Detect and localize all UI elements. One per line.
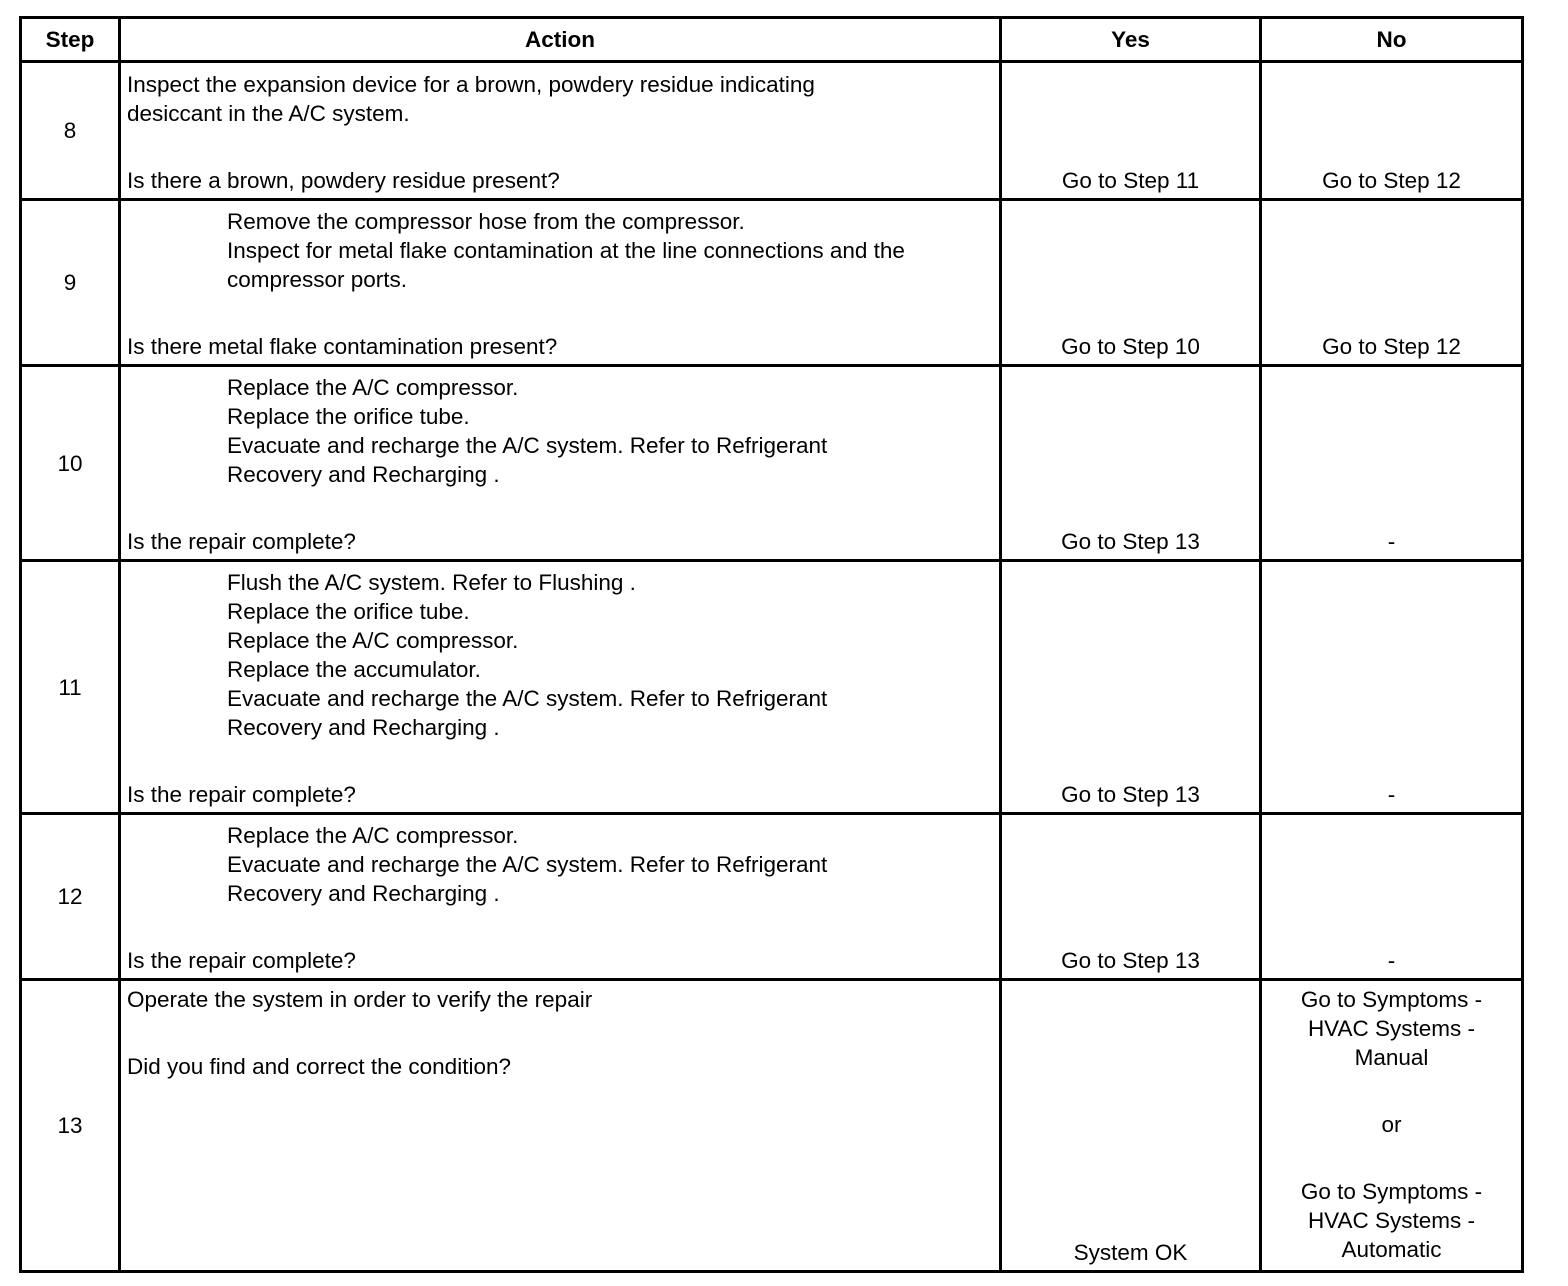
action-item: Recovery and Recharging .	[227, 715, 500, 740]
action-cell	[120, 62, 1001, 200]
header-no: No	[1261, 18, 1523, 62]
no-line: HVAC Systems -	[1307, 1208, 1476, 1233]
yes-cell: System OK	[1001, 980, 1261, 1272]
action-question: Is there metal flake contamination present?	[127, 334, 558, 359]
action-cell	[120, 814, 1001, 980]
action-item: Recovery and Recharging .	[227, 462, 500, 487]
action-item: Replace the A/C compressor.	[227, 823, 519, 848]
action-item: Replace the accumulator.	[227, 657, 481, 682]
table-row	[21, 200, 1523, 366]
no-line: or	[1381, 1112, 1402, 1137]
step-number: 8	[21, 62, 120, 200]
action-question: Is the repair complete?	[127, 529, 356, 554]
yes-cell: Go to Step 10	[1001, 200, 1261, 366]
step-number: 12	[21, 814, 120, 980]
action-line: desiccant in the A/C system.	[127, 101, 410, 126]
action-question: Is there a brown, powdery residue present?	[127, 168, 560, 193]
action-question: Did you find and correct the condition?	[127, 1054, 511, 1079]
diagnostic-table	[19, 16, 1524, 1273]
no-cell	[1261, 980, 1523, 1272]
action-line: Inspect the expansion device for a brown, powdery residue indicating	[127, 72, 815, 97]
yes-cell: Go to Step 13	[1001, 561, 1261, 814]
no-line: Manual	[1354, 1045, 1429, 1070]
no-cell: Go to Step 12	[1261, 62, 1523, 200]
action-item: Remove the compressor hose from the compressor.	[227, 209, 745, 234]
action-item: Evacuate and recharge the A/C system. Refer to Refrigerant	[227, 433, 828, 458]
action-item: Replace the orifice tube.	[227, 404, 470, 429]
table-row	[21, 814, 1523, 980]
yes-cell: Go to Step 13	[1001, 366, 1261, 561]
header-yes: Yes	[1001, 18, 1261, 62]
header-action: Action	[120, 18, 1001, 62]
action-cell	[120, 980, 1001, 1272]
action-line: Operate the system in order to verify the repair	[127, 987, 593, 1012]
action-item: Recovery and Recharging .	[227, 881, 500, 906]
table-row	[21, 980, 1523, 1272]
no-line: Go to Symptoms -	[1300, 987, 1483, 1012]
action-cell	[120, 366, 1001, 561]
step-number: 9	[21, 200, 120, 366]
no-line: Automatic	[1341, 1237, 1442, 1262]
action-question: Is the repair complete?	[127, 782, 356, 807]
no-cell: -	[1261, 561, 1523, 814]
action-cell	[120, 561, 1001, 814]
no-cell: Go to Step 12	[1261, 200, 1523, 366]
action-item: Flush the A/C system. Refer to Flushing .	[227, 570, 636, 595]
header-row	[21, 18, 1523, 62]
table-row	[21, 366, 1523, 561]
no-cell: -	[1261, 814, 1523, 980]
action-item: Replace the A/C compressor.	[227, 628, 519, 653]
table-row	[21, 62, 1523, 200]
action-question: Is the repair complete?	[127, 948, 356, 973]
yes-cell: Go to Step 11	[1001, 62, 1261, 200]
action-cell	[120, 200, 1001, 366]
action-item: Inspect for metal flake contamination at the line connections and the	[227, 238, 905, 263]
header-step: Step	[21, 18, 120, 62]
action-item: Replace the A/C compressor.	[227, 375, 519, 400]
step-number: 10	[21, 366, 120, 561]
table-row	[21, 561, 1523, 814]
no-line: Go to Symptoms -	[1300, 1179, 1483, 1204]
action-item: Replace the orifice tube.	[227, 599, 470, 624]
step-number: 11	[21, 561, 120, 814]
yes-cell: Go to Step 13	[1001, 814, 1261, 980]
no-line: HVAC Systems -	[1307, 1016, 1476, 1041]
no-cell: -	[1261, 366, 1523, 561]
step-number: 13	[21, 980, 120, 1272]
action-item: Evacuate and recharge the A/C system. Refer to Refrigerant	[227, 852, 828, 877]
action-item: compressor ports.	[227, 267, 408, 292]
action-item: Evacuate and recharge the A/C system. Refer to Refrigerant	[227, 686, 828, 711]
